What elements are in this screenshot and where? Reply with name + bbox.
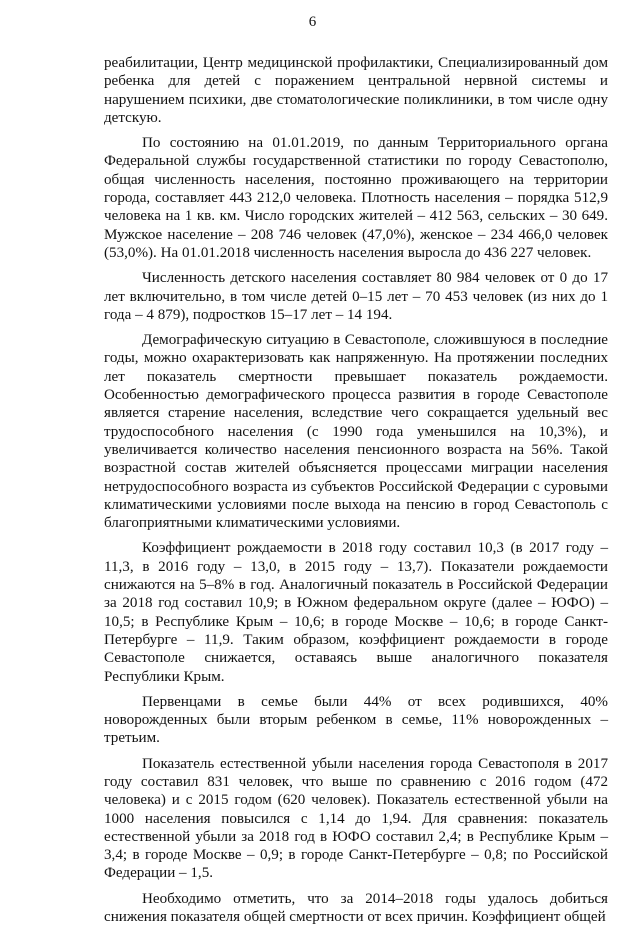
paragraph-demography: Демографическую ситуацию в Севастополе, сложившуюся в последние годы, можно охарактеризовать как напряженную. На протяжении последних лет показатель смертности превышает показатель рождаемости. Особенностью демографического процесса развития в городе Севастополе является старение населения, вследствие чего сокращается удельный вес трудоспособного населения (с 1990 года уменьшился на 10,3%), и увеличивается количество населения пенсионного возраста на 56%. Такой возрастной состав жителей объясняется процессами миграции населения нетрудоспособного возраста из субъектов Российской Федерации с суровыми климатическими условиями после выхода на пенсию в город Севастополь с благоприятными климатическими условиями. bbox=[104, 332, 608, 532]
paragraph-continuation: реабилитации, Центр медицинской профилактики, Специализированный дом ребенка для детей с поражением центральной нервной системы и нарушением психики, две стоматологические поликлиники, в том числе одну детскую. bbox=[104, 55, 608, 126]
body-text bbox=[104, 54, 608, 926]
paragraph-population: По состоянию на 01.01.2019, по данным Территориального органа Федеральной службы государственной статистики по городу Севастополю, общая численность населения, постоянно проживающего на территории города, составляет 443 212,0 человека. Плотность населения – порядка 512,9 человека на 1 кв. км. Число городских жителей – 412 563, сельских – 30 649. Мужское население – 208 746 человек (47,0%), женское – 234 466,0 человек (53,0%). На 01.01.2018 численность населения выросла до 436 227 человек. bbox=[104, 135, 608, 261]
paragraph-natural-decline: Показатель естественной убыли населения города Севастополя в 2017 году составил 831 человек, что выше по сравнению с 2016 годом (472 человека) и с 2015 годом (620 человек). Показатель естественной убыли на 1000 населения повысился с 1,14 до 1,94. Для сравнения: показатель естественной убыли за 2018 год в ЮФО составил 2,4; в Республике Крым – 3,4; в городе Москве – 0,9; в городе Санкт-Петербурге – 0,8; по Российской Федерации – 1,5. bbox=[104, 755, 608, 882]
page-number: 6 bbox=[308, 14, 317, 30]
paragraph-mortality: Необходимо отметить, что за 2014–2018 годы удалось добиться снижения показателя общей смертности от всех причин. Коэффициент общей bbox=[104, 890, 608, 926]
paragraph-birth-rate: Коэффициент рождаемости в 2018 году составил 10,3 (в 2017 году – 11,3, в 2016 году – 13,0, в 2015 году – 13,7). Показатели рождаемости снижаются на 5–8% в год. Аналогичный показатель в Российской Федерации за 2018 год составил 10,9; в Южном федеральном округе (далее – ЮФО) – 10,5; в Республике Крым – 10,6; в городе Москве – 10,6; в городе Санкт-Петербурге – 11,9. Таким образом, коэффициент рождаемости в городе Севастополе снижается, оставаясь выше аналогичного показателя Республики Крым. bbox=[104, 540, 608, 685]
paragraph-firstborn: Первенцами в семье были 44% от всех родившихся, 40% новорожденных были вторым ребенком в семье, 11% новорожденных – третьим. bbox=[104, 693, 608, 747]
paragraph-children: Численность детского населения составляет 80 984 человек от 0 до 17 лет включительно, в том числе детей 0–15 лет – 70 453 человек (из них до 1 года – 4 879), подростков 15–17 лет – 14 194. bbox=[104, 270, 608, 323]
